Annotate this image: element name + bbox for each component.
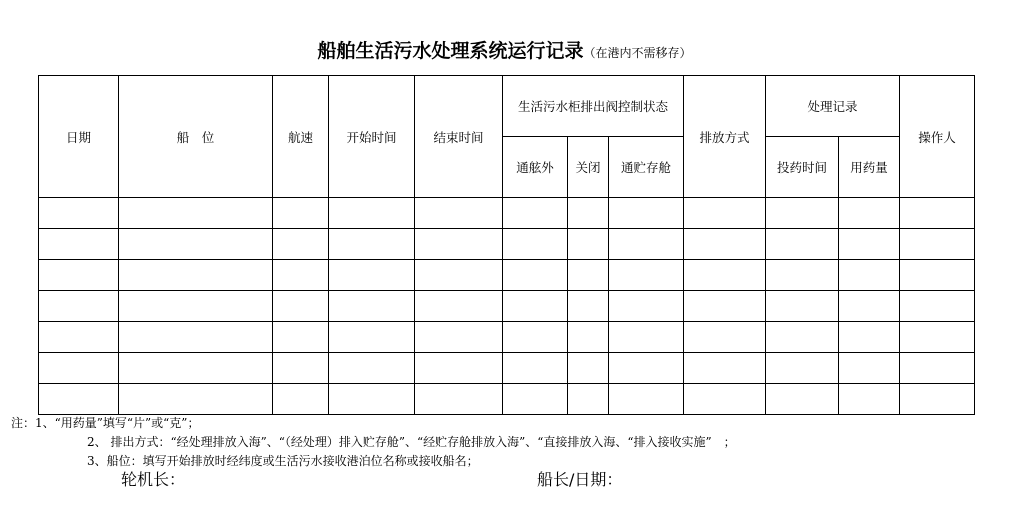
- cell-position[interactable]: [119, 291, 273, 322]
- cell-discharge-method[interactable]: [684, 291, 766, 322]
- table-row: [39, 198, 975, 229]
- cell-operator[interactable]: [900, 291, 975, 322]
- cell-speed[interactable]: [273, 353, 329, 384]
- table-row: [39, 260, 975, 291]
- cell-valve-storage[interactable]: [609, 229, 684, 260]
- cell-valve-storage[interactable]: [609, 353, 684, 384]
- cell-end-time[interactable]: [415, 291, 503, 322]
- cell-valve-outboard[interactable]: [503, 322, 568, 353]
- cell-valve-closed[interactable]: [568, 353, 609, 384]
- cell-start-time[interactable]: [329, 198, 415, 229]
- cell-operator[interactable]: [900, 260, 975, 291]
- cell-speed[interactable]: [273, 198, 329, 229]
- table-body: [39, 198, 975, 415]
- header-valve-outboard: 通舷外: [503, 137, 568, 198]
- cell-operator[interactable]: [900, 353, 975, 384]
- cell-start-time[interactable]: [329, 260, 415, 291]
- cell-valve-closed[interactable]: [568, 291, 609, 322]
- cell-date[interactable]: [39, 322, 119, 353]
- record-table: [38, 75, 975, 415]
- cell-speed[interactable]: [273, 229, 329, 260]
- cell-start-time[interactable]: [329, 353, 415, 384]
- cell-dosage[interactable]: [839, 384, 900, 415]
- cell-dosing-time[interactable]: [766, 322, 839, 353]
- table-row: [39, 291, 975, 322]
- cell-dosage[interactable]: [839, 291, 900, 322]
- cell-start-time[interactable]: [329, 322, 415, 353]
- header-valve-group: 生活污水柜排出阀控制状态: [503, 76, 684, 137]
- cell-position[interactable]: [119, 322, 273, 353]
- cell-start-time[interactable]: [329, 384, 415, 415]
- cell-date[interactable]: [39, 198, 119, 229]
- cell-dosage[interactable]: [839, 353, 900, 384]
- cell-operator[interactable]: [900, 322, 975, 353]
- header-discharge-method: 排放方式: [684, 76, 766, 198]
- header-end-time: 结束时间: [415, 76, 503, 198]
- cell-dosage[interactable]: [839, 198, 900, 229]
- cell-discharge-method[interactable]: [684, 384, 766, 415]
- cell-valve-storage[interactable]: [609, 260, 684, 291]
- cell-position[interactable]: [119, 198, 273, 229]
- cell-end-time[interactable]: [415, 198, 503, 229]
- note-2: 2、 排出方式：“经处理排放入海”、“（经处理）排入贮存舱”、“经贮存舱排放入海”、“直接排放入海、“排入接收实施” ；: [87, 435, 736, 449]
- table-row: [39, 353, 975, 384]
- cell-valve-outboard[interactable]: [503, 291, 568, 322]
- cell-speed[interactable]: [273, 384, 329, 415]
- chief-engineer-signature: 轮机长：: [121, 470, 186, 489]
- cell-dosing-time[interactable]: [766, 260, 839, 291]
- cell-position[interactable]: [119, 229, 273, 260]
- cell-end-time[interactable]: [415, 322, 503, 353]
- cell-operator[interactable]: [900, 384, 975, 415]
- cell-discharge-method[interactable]: [684, 198, 766, 229]
- cell-discharge-method[interactable]: [684, 322, 766, 353]
- table-row: [39, 229, 975, 260]
- cell-speed[interactable]: [273, 322, 329, 353]
- cell-position[interactable]: [119, 384, 273, 415]
- cell-end-time[interactable]: [415, 260, 503, 291]
- table-row: [39, 384, 975, 415]
- cell-end-time[interactable]: [415, 229, 503, 260]
- cell-dosing-time[interactable]: [766, 384, 839, 415]
- header-dosing-time: 投药时间: [766, 137, 839, 198]
- cell-valve-outboard[interactable]: [503, 384, 568, 415]
- header-speed: 航速: [273, 76, 329, 198]
- cell-operator[interactable]: [900, 198, 975, 229]
- header-valve-closed: 关闭: [568, 137, 609, 198]
- cell-dosing-time[interactable]: [766, 291, 839, 322]
- cell-valve-closed[interactable]: [568, 260, 609, 291]
- cell-valve-outboard[interactable]: [503, 353, 568, 384]
- cell-valve-closed[interactable]: [568, 198, 609, 229]
- cell-date[interactable]: [39, 229, 119, 260]
- table-row: [39, 322, 975, 353]
- cell-dosage[interactable]: [839, 260, 900, 291]
- cell-discharge-method[interactable]: [684, 353, 766, 384]
- cell-discharge-method[interactable]: [684, 260, 766, 291]
- cell-valve-storage[interactable]: [609, 291, 684, 322]
- cell-valve-closed[interactable]: [568, 229, 609, 260]
- header-valve-storage: 通贮存舱: [609, 137, 684, 198]
- cell-valve-storage[interactable]: [609, 322, 684, 353]
- cell-dosage[interactable]: [839, 229, 900, 260]
- cell-date[interactable]: [39, 291, 119, 322]
- cell-valve-storage[interactable]: [609, 384, 684, 415]
- cell-operator[interactable]: [900, 229, 975, 260]
- notes: [11, 414, 736, 471]
- cell-date[interactable]: [39, 384, 119, 415]
- cell-speed[interactable]: [273, 291, 329, 322]
- cell-dosing-time[interactable]: [766, 229, 839, 260]
- cell-end-time[interactable]: [415, 353, 503, 384]
- cell-valve-outboard[interactable]: [503, 229, 568, 260]
- cell-discharge-method[interactable]: [684, 229, 766, 260]
- cell-end-time[interactable]: [415, 384, 503, 415]
- header-position: 船 位: [119, 76, 273, 198]
- note-3: 3、船位：填写开始排放时经纬度或生活污水接收港泊位名称或接收船名；: [87, 454, 479, 468]
- header-date: 日期: [39, 76, 119, 198]
- cell-start-time[interactable]: [329, 291, 415, 322]
- title-sub: （在港内不需移存）: [583, 46, 692, 60]
- cell-valve-outboard[interactable]: [503, 198, 568, 229]
- cell-valve-outboard[interactable]: [503, 260, 568, 291]
- header-dosage: 用药量: [839, 137, 900, 198]
- header-treatment-group: 处理记录: [766, 76, 900, 137]
- cell-start-time[interactable]: [329, 229, 415, 260]
- cell-date[interactable]: [39, 260, 119, 291]
- cell-dosing-time[interactable]: [766, 353, 839, 384]
- cell-date[interactable]: [39, 353, 119, 384]
- page-title: [0, 36, 1009, 63]
- cell-valve-storage[interactable]: [609, 198, 684, 229]
- cell-valve-closed[interactable]: [568, 384, 609, 415]
- captain-date-signature: 船长/日期：: [537, 470, 623, 489]
- header-operator: 操作人: [900, 76, 975, 198]
- cell-speed[interactable]: [273, 260, 329, 291]
- header-start-time: 开始时间: [329, 76, 415, 198]
- cell-dosing-time[interactable]: [766, 198, 839, 229]
- cell-valve-closed[interactable]: [568, 322, 609, 353]
- note-1: 注：1、“用药量”填写“片”或“克”；: [11, 416, 200, 430]
- title-main: 船舶生活污水处理系统运行记录: [317, 40, 584, 62]
- cell-position[interactable]: [119, 353, 273, 384]
- cell-position[interactable]: [119, 260, 273, 291]
- cell-dosage[interactable]: [839, 322, 900, 353]
